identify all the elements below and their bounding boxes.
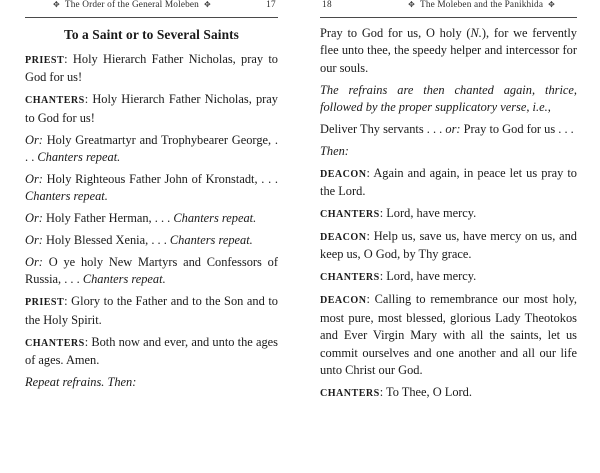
line-text: To Thee, O Lord. xyxy=(386,384,472,399)
rubric-trail: Chanters repeat. xyxy=(173,211,257,226)
alternative-line xyxy=(25,171,278,206)
name-placeholder: N. xyxy=(470,26,482,40)
line-text: Lord, have mercy. xyxy=(386,206,477,221)
or-label: or: xyxy=(445,122,461,137)
running-head-title-group xyxy=(53,0,211,10)
speaker-label: DEACON xyxy=(320,168,367,180)
line-text: Holy Blessed Xenia, . . . xyxy=(46,233,167,248)
line-text: Holy Hierarch Father Nicholas, pray to God for us! xyxy=(25,92,279,125)
running-head-recto xyxy=(320,0,577,17)
dialogue-line: CHANTERS: Lord, have mercy. xyxy=(320,206,477,221)
speaker-label: PRIEST xyxy=(25,297,65,309)
line-text: Calling to remembrance our most holy, most pure, most blessed, glorious Lady Theotokos and Ever Virgin Mary with all the saints, let us commit ourselves and one another and all our life unto Christ our God. xyxy=(320,292,577,377)
line-text: Again and again, in peace let us pray to the Lord. xyxy=(320,165,577,199)
page-number-recto: 18 xyxy=(322,0,332,10)
ornament-icon: ✥ xyxy=(548,0,555,9)
or-label: Or: xyxy=(25,233,43,248)
rubric-line: The refrains are then chanted again, thrice, followed by the proper supplicatory verse, i.e., xyxy=(320,82,577,115)
alternative-line xyxy=(25,254,278,289)
rubric-trail: Chanters repeat. xyxy=(169,233,253,248)
dialogue-line: PRIEST: Glory to the Father and to the Son and to the Holy Spirit. xyxy=(25,294,278,327)
dialogue-line: CHANTERS: To Thee, O Lord. xyxy=(320,384,472,399)
line-text-pre: Pray to God for us, O holy ( xyxy=(320,26,471,40)
ornament-icon: ✥ xyxy=(408,0,416,9)
column-verso xyxy=(25,18,278,391)
dialogue-line: CHANTERS: Both now and ever, and unto the ages of ages. Amen. xyxy=(25,334,278,368)
or-label: Or: xyxy=(25,255,43,270)
dialogue-line: DEACON: Help us, save us, have mercy on us, and keep us, O God, by Thy grace. xyxy=(320,229,578,262)
line-text-pre: Deliver Thy servants . . . xyxy=(320,122,446,137)
dialogue-line: CHANTERS: Lord, have mercy. xyxy=(320,269,477,284)
speaker-label: CHANTERS xyxy=(25,337,85,349)
continuation-line xyxy=(320,25,577,77)
page-title: To a Saint or to Several Saints xyxy=(64,27,239,42)
speaker-label: CHANTERS xyxy=(25,95,85,107)
running-head-title: The Moleben and the Panikhida xyxy=(420,0,544,10)
speaker-label: CHANTERS xyxy=(320,209,380,221)
rubric-trail: Chanters repeat. xyxy=(82,272,166,287)
rubric-line: Repeat refrains. Then: xyxy=(25,375,137,389)
speaker-label: PRIEST xyxy=(25,55,65,66)
page-number-verso: 17 xyxy=(266,0,276,10)
rubric-trail: Chanters repeat. xyxy=(25,189,108,204)
line-text: Help us, save us, have mercy on us, and keep us, O God, by Thy grace. xyxy=(320,229,578,262)
dialogue-line: PRIEST: Holy Hierarch Father Nicholas, pray to God for us! xyxy=(25,52,278,85)
speaker-label: CHANTERS xyxy=(320,387,380,399)
speaker-label: DEACON xyxy=(320,295,367,307)
line-text: Lord, have mercy. xyxy=(386,269,477,284)
line-text: Holy Father Herman, . . . xyxy=(46,211,171,226)
ornament-icon: ✥ xyxy=(204,0,211,9)
speaker-label: DEACON xyxy=(320,232,367,244)
line-text: Glory to the Father and to the Son and to the Holy Spirit. xyxy=(25,294,278,327)
line-text-post: ), for we fervently flee unto thee, the speedy helper and intercessor for our souls. xyxy=(320,26,577,75)
dialogue-line: CHANTERS: Holy Hierarch Father Nicholas, pray to God for us! xyxy=(25,92,279,125)
line-text: Holy Righteous Father John of Kronstadt, . . . xyxy=(46,171,278,186)
line-text: Holy Greatmartyr and Trophybearer George, . . . xyxy=(25,132,278,165)
line-text: Holy Hierarch Father Nicholas, pray to God for us! xyxy=(25,52,278,85)
running-head-title: The Order of the General Moleben xyxy=(64,0,199,10)
speaker-label: CHANTERS xyxy=(320,272,380,284)
alternative-line xyxy=(25,132,278,167)
ornament-icon: ✥ xyxy=(53,0,60,9)
alternative-line xyxy=(25,232,278,249)
line-text-post: Pray to God for us . . . xyxy=(460,122,574,137)
running-head-verso xyxy=(25,0,278,17)
rubric-line: Then: xyxy=(320,143,349,158)
page-recto xyxy=(300,0,600,473)
or-label: Or: xyxy=(25,132,43,147)
rubric-trail: Chanters repeat. xyxy=(37,150,121,165)
dialogue-line: DEACON: Again and again, in peace let us pray to the Lord. xyxy=(320,165,577,199)
or-label: Or: xyxy=(25,211,43,226)
column-recto xyxy=(320,18,577,402)
dialogue-line: DEACON: Calling to remembrance our most holy, most pure, most blessed, glorious Lady Theotokos and Ever Virgin Mary with all the saints, let us commit ourselves and one another and all our life unto Christ our God. xyxy=(320,292,577,377)
or-label: Or: xyxy=(25,171,43,186)
line-text: O ye holy New Martyrs and Confessors of Russia, . . . xyxy=(25,255,278,287)
verse-line xyxy=(320,121,577,138)
line-text: Both now and ever, and unto the ages of ages. Amen. xyxy=(25,334,278,368)
running-head-title-group xyxy=(408,0,555,10)
alternative-line xyxy=(25,210,278,227)
